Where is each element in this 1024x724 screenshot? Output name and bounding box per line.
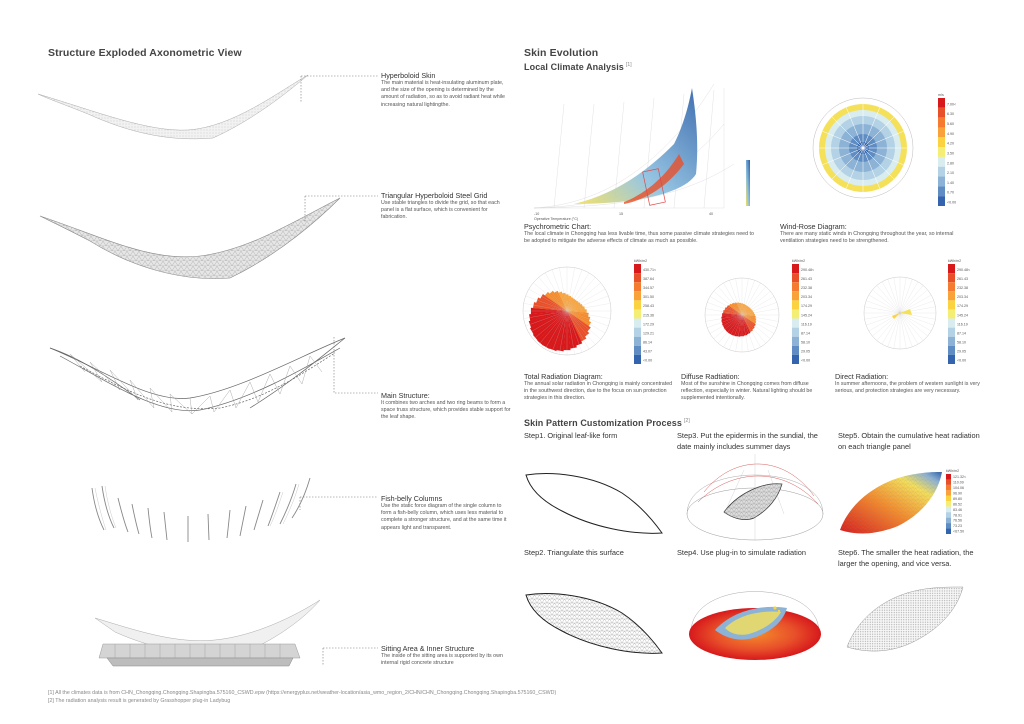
step-1: Step1. Original leaf-like form bbox=[524, 431, 618, 440]
legend-swatch bbox=[792, 264, 799, 273]
step-2: Step2. Triangulate this surface bbox=[524, 548, 624, 557]
legend-swatch bbox=[948, 346, 955, 355]
wind-rose-chart bbox=[790, 80, 970, 215]
step5-heat-drawing bbox=[838, 468, 983, 540]
legend-swatch bbox=[948, 319, 955, 328]
legend-swatch bbox=[792, 328, 799, 337]
legend-value: 78.91 bbox=[953, 513, 962, 518]
legend-unit: kWh/m2 bbox=[634, 259, 648, 263]
label-main-structure bbox=[381, 391, 511, 422]
step-6: Step6. The smaller the heat radiation, the larger the opening, and vice versa. bbox=[838, 548, 974, 568]
label-steel-grid bbox=[381, 191, 511, 222]
label-title: Triangular Hyperboloid Steel Grid bbox=[381, 191, 488, 200]
legend-swatch bbox=[634, 355, 641, 364]
wind-legend bbox=[938, 93, 956, 206]
total-radiation-title: Total Radiation Diagram: bbox=[524, 372, 603, 381]
legend-value: 4.20 bbox=[947, 141, 954, 146]
legend-value: 73.23 bbox=[953, 524, 962, 529]
legend-value: 3.50 bbox=[947, 151, 954, 156]
legend-value: 0.70 bbox=[947, 190, 954, 195]
legend-swatch bbox=[946, 507, 951, 512]
legend-swatch bbox=[792, 291, 799, 300]
legend-value: 29.05 bbox=[957, 349, 966, 354]
legend-swatch bbox=[634, 319, 641, 328]
legend-swatch bbox=[634, 291, 641, 300]
diffuse-radiation-title: Diffuse Radtiation: bbox=[681, 372, 740, 381]
label-title: Sitting Area & Inner Structure bbox=[381, 644, 475, 653]
step4-simulation-drawing bbox=[683, 570, 828, 662]
legend-value: <0.00 bbox=[801, 358, 811, 363]
legend-value: 232.38 bbox=[957, 286, 968, 290]
rose-petal bbox=[892, 313, 900, 319]
legend-value: 174.29 bbox=[801, 304, 812, 309]
legend-swatch bbox=[948, 282, 955, 291]
legend-value: <67.50 bbox=[953, 529, 965, 534]
legend-swatch bbox=[792, 300, 799, 309]
legend-swatch bbox=[938, 127, 945, 137]
legend-value: 43.07 bbox=[643, 349, 652, 354]
legend-value: 121.32< bbox=[953, 475, 967, 480]
legend-unit: m/s bbox=[938, 93, 944, 97]
direct-radiation-legend bbox=[948, 259, 970, 364]
legend-value: <0.00 bbox=[643, 358, 653, 363]
label-title: Hyperboloid Skin bbox=[381, 71, 436, 80]
windrose-title: Wind-Rose Diagram: bbox=[780, 222, 847, 231]
legend-swatch bbox=[946, 496, 951, 501]
svg-text:15: 15 bbox=[619, 212, 623, 216]
legend-value: 116.19 bbox=[957, 322, 968, 327]
legend-value: 86.14 bbox=[643, 340, 652, 345]
psychro-text: The local climate in Chongqing has less livable time, thus some passive climate strategies need to be adopted to mitigate the adverse effects of climate as much as possible. bbox=[524, 231, 754, 245]
legend-swatch bbox=[938, 186, 945, 196]
legend-swatch bbox=[634, 264, 641, 273]
legend-swatch bbox=[946, 474, 951, 479]
legend-value: 1.40 bbox=[947, 180, 954, 185]
legend-value: 4.90 bbox=[947, 131, 954, 136]
legend-value: 76.56 bbox=[953, 518, 962, 523]
label-text: Use the static force diagram of the single column to form a fish-belly column, which uses less material to complete a stronger structure, and at the same time it appears light and transparent. bbox=[381, 503, 507, 531]
step6-perforated-drawing bbox=[845, 585, 985, 657]
label-title: Main Structure: bbox=[381, 391, 430, 400]
legend-value: 96.90 bbox=[953, 491, 962, 496]
legend-swatch bbox=[938, 196, 945, 206]
legend-unit: kWh/m2 bbox=[946, 469, 960, 473]
step1-leaf-drawing bbox=[522, 467, 667, 537]
legend-swatch bbox=[948, 355, 955, 364]
label-text: The inside of the sitting area is supported by its own internal rigid concrete structure bbox=[381, 653, 503, 667]
legend-swatch bbox=[946, 518, 951, 523]
process-title bbox=[524, 418, 690, 428]
legend-value: 2.10 bbox=[947, 171, 954, 176]
legend-swatch bbox=[948, 291, 955, 300]
step2-triangulated-drawing bbox=[522, 587, 667, 657]
legend-swatch bbox=[938, 157, 945, 167]
label-text: The main material is heat-insulating aluminum plate, and the size of the opening is determined by the amount of radiation, so as to avoid radiant heat while increasing natural lightingthe. bbox=[381, 80, 505, 108]
legend-swatch bbox=[792, 282, 799, 291]
windrose-caption bbox=[780, 222, 970, 245]
legend-value: 387.64 bbox=[643, 276, 654, 281]
label-hyperboloid-skin bbox=[381, 71, 511, 109]
legend-swatch bbox=[938, 167, 945, 177]
process-title-label: Skin Pattern Customization Process bbox=[524, 418, 682, 428]
legend-value: 203.34 bbox=[801, 295, 812, 300]
direct-radiation-text: In summer afternoons, the problem of western sunlight is very serious, and protection strategies are very necessary. bbox=[835, 381, 980, 395]
direct-radiation-caption bbox=[835, 372, 980, 395]
legend-swatch bbox=[938, 147, 945, 157]
ref-2: [2] bbox=[683, 418, 690, 424]
legend-swatch bbox=[946, 501, 951, 506]
step5-heat-legend bbox=[946, 469, 966, 534]
legend-value: 7.00< bbox=[947, 102, 957, 107]
label-title: Fish-belly Columns bbox=[381, 494, 443, 503]
svg-text:-10: -10 bbox=[534, 212, 540, 216]
total-radiation-text: The annual solar radiation in Chongqing is mainly concentrated in the southwest direction, due to the focus on sun protection strategies in this direction. bbox=[524, 381, 673, 402]
legend-swatch bbox=[938, 137, 945, 147]
label-text: It combines two arches and two ring beams to form a space truss structure, which provides stable support for the leaf shape. bbox=[381, 400, 511, 421]
legend-swatch bbox=[938, 108, 945, 118]
step-5: Step5. Obtain the cumulative heat radiation on each triangle panel bbox=[838, 431, 980, 451]
leader-lines bbox=[0, 0, 400, 724]
footnote-1: [1] All the climates data is from CHN_Chongqing.Chongqing.Shapingba.575160_CSWD.epw (https://energyplus.net/weather-location/asia_wmo_region_2/CHN/CHN_Chongqing.Chongqing.Shapingba.575160_CSWD) bbox=[48, 690, 557, 696]
skin-evolution-title: Skin Evolution bbox=[524, 47, 599, 59]
legend-swatch bbox=[948, 337, 955, 346]
legend-swatch bbox=[946, 479, 951, 484]
climate-analysis-label: Local Climate Analysis bbox=[524, 62, 624, 72]
legend-value: 258.43 bbox=[643, 304, 654, 309]
legend-value: 87.14 bbox=[957, 331, 966, 336]
legend-value: 215.36 bbox=[643, 313, 654, 318]
psychrometric-chart bbox=[524, 84, 754, 219]
step-3: Step3. Put the epidermis in the sundial, the date mainly includes summer days bbox=[677, 431, 818, 451]
psychro-title: Psychrometric Chart: bbox=[524, 222, 592, 231]
legend-swatch bbox=[938, 98, 945, 108]
legend-value: 29.05 bbox=[801, 349, 810, 354]
legend-value: 2.80 bbox=[947, 161, 954, 166]
legend-value: 261.43 bbox=[801, 276, 812, 281]
left-title: Structure Exploded Axonometric View bbox=[48, 47, 242, 59]
legend-swatch bbox=[792, 337, 799, 346]
label-text: Use stable triangles to divide the grid, so that each panel is a flat surface, which is convenient for fabrication. bbox=[381, 200, 500, 221]
legend-value: 172.29 bbox=[643, 322, 654, 327]
legend-swatch bbox=[946, 529, 951, 534]
legend-value: 301.50 bbox=[643, 295, 654, 300]
label-sitting-area bbox=[381, 644, 511, 667]
legend-swatch bbox=[792, 346, 799, 355]
legend-value: 145.24 bbox=[957, 313, 968, 318]
svg-text:Operative Temperature (°C): Operative Temperature (°C) bbox=[534, 217, 579, 221]
legend-value: 116.19 bbox=[801, 322, 812, 327]
legend-swatch bbox=[792, 319, 799, 328]
psychro-caption bbox=[524, 222, 759, 245]
step3-sundial-drawing bbox=[684, 452, 826, 544]
step-4: Step4. Use plug-in to simulate radiation bbox=[677, 548, 806, 557]
wind-legend-scale bbox=[938, 93, 956, 206]
legend-swatch bbox=[938, 177, 945, 187]
legend-value: 344.57 bbox=[643, 286, 654, 290]
legend-swatch bbox=[946, 490, 951, 495]
legend-value: 110.09 bbox=[953, 480, 964, 485]
legend-value: 145.24 bbox=[801, 313, 812, 318]
legend-value: 89.80 bbox=[953, 496, 962, 501]
legend-swatch bbox=[948, 300, 955, 309]
legend-swatch bbox=[948, 328, 955, 337]
legend-swatch bbox=[938, 118, 945, 128]
legend-value: 174.29 bbox=[957, 304, 968, 309]
ref-1: [1] bbox=[625, 62, 632, 68]
legend-swatch bbox=[634, 300, 641, 309]
total-radiation-legend bbox=[634, 259, 656, 364]
legend-swatch bbox=[948, 309, 955, 318]
legend-value: 83.46 bbox=[953, 507, 962, 512]
legend-swatch bbox=[948, 273, 955, 282]
direct-radiation-title: Direct Radiation: bbox=[835, 372, 889, 381]
legend-value: 86.52 bbox=[953, 502, 962, 507]
footnotes bbox=[48, 690, 1008, 705]
legend-value: 290.48< bbox=[957, 267, 971, 272]
legend-value: 290.48< bbox=[801, 267, 815, 272]
legend-swatch bbox=[634, 346, 641, 355]
legend-swatch bbox=[792, 355, 799, 364]
legend-unit: kWh/m2 bbox=[792, 259, 806, 263]
label-fish-belly-columns bbox=[381, 494, 511, 532]
legend-unit: kWh/m2 bbox=[948, 259, 962, 263]
legend-swatch bbox=[634, 273, 641, 282]
legend-swatch bbox=[792, 273, 799, 282]
legend-swatch bbox=[948, 264, 955, 273]
legend-swatch bbox=[634, 328, 641, 337]
total-radiation-caption bbox=[524, 372, 674, 403]
legend-swatch bbox=[946, 512, 951, 517]
legend-value: 58.10 bbox=[957, 340, 966, 345]
legend-value: 5.60 bbox=[947, 122, 954, 126]
windrose-text: There are many static winds in Chongqing throughout the year, so internal ventilation strategies need to be strengthened. bbox=[780, 231, 954, 245]
legend-swatch bbox=[634, 282, 641, 291]
climate-analysis-title bbox=[524, 62, 632, 72]
legend-swatch bbox=[634, 309, 641, 318]
diffuse-radiation-text: Most of the sunshine in Chongqing comes from diffuse reflection, especially in winter. Natural lighting should be supplemented intentionally. bbox=[681, 381, 813, 402]
legend-value: 232.38 bbox=[801, 286, 812, 290]
legend-value: <0.00 bbox=[947, 200, 957, 205]
legend-value: 58.10 bbox=[801, 340, 810, 345]
svg-text:40: 40 bbox=[709, 212, 713, 216]
diffuse-radiation-legend bbox=[792, 259, 814, 364]
legend-value: 261.43 bbox=[957, 276, 968, 281]
legend-value: 203.34 bbox=[957, 295, 968, 300]
legend-value: 6.30 bbox=[947, 112, 954, 117]
legend-value: 129.21 bbox=[643, 331, 654, 336]
radiation-diagrams bbox=[520, 258, 980, 370]
diffuse-radiation-caption bbox=[681, 372, 826, 403]
legend-value: 430.71< bbox=[643, 267, 657, 272]
footnote-2: [2] The radiation analysis result is generated by Grasshopper plug-in Ladybug bbox=[48, 697, 231, 704]
legend-value: 104.06 bbox=[953, 486, 964, 490]
legend-swatch bbox=[946, 485, 951, 490]
legend-swatch bbox=[946, 523, 951, 528]
legend-value: <0.00 bbox=[957, 358, 967, 363]
legend-value: 87.14 bbox=[801, 331, 810, 336]
legend-swatch bbox=[792, 309, 799, 318]
legend-swatch bbox=[634, 337, 641, 346]
